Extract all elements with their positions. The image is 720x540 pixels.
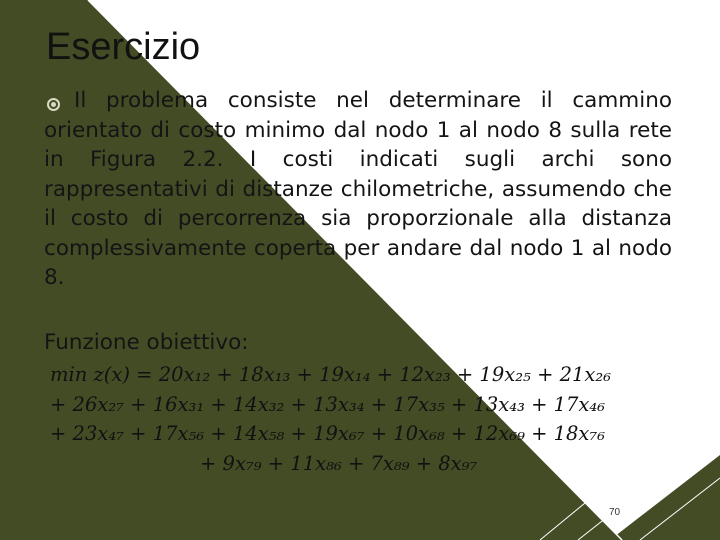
page-number: 70 [609,507,621,518]
formula-line-1: min z(x) = 20x₁₂ + 18x₁₃ + 19x₁₄ + 12x₂₃ + 19x₂₅ + 21x₂₆ [50,363,612,386]
formula-line-4: + 9x₇₉ + 11x₈₆ + 7x₈₉ + 8x₉₇ [200,451,478,475]
slide-title: Esercizio [46,26,201,68]
objective-label: Funzione obiettivo: [44,330,249,355]
formula-line-3: + 23x₄₇ + 17x₅₆ + 14x₅₈ + 19x₆₇ + 10x₆₈ + 12x₆₉ + 18x₇₆ [50,422,606,445]
problem-description [44,86,672,293]
formula-line-2: + 26x₂₇ + 16x₃₁ + 14x₃₂ + 13x₃₄ + 17x₃₅ + 13x₄₃ + 17x₄₆ [50,392,606,416]
objective-formula [50,360,680,478]
problem-description-text: Il problema consiste nel determinare il cammino orientato di costo minimo dal nodo 1 al nodo 8 sulla rete in Figura 2.2. I costi indicati sugli archi sono rappresentativi di distanze chilometriche, assumendo che il costo di percorrenza sia proporzionale alla distanza complessivamente coperta per andare dal nodo 1 al nodo 8. [44,88,672,290]
